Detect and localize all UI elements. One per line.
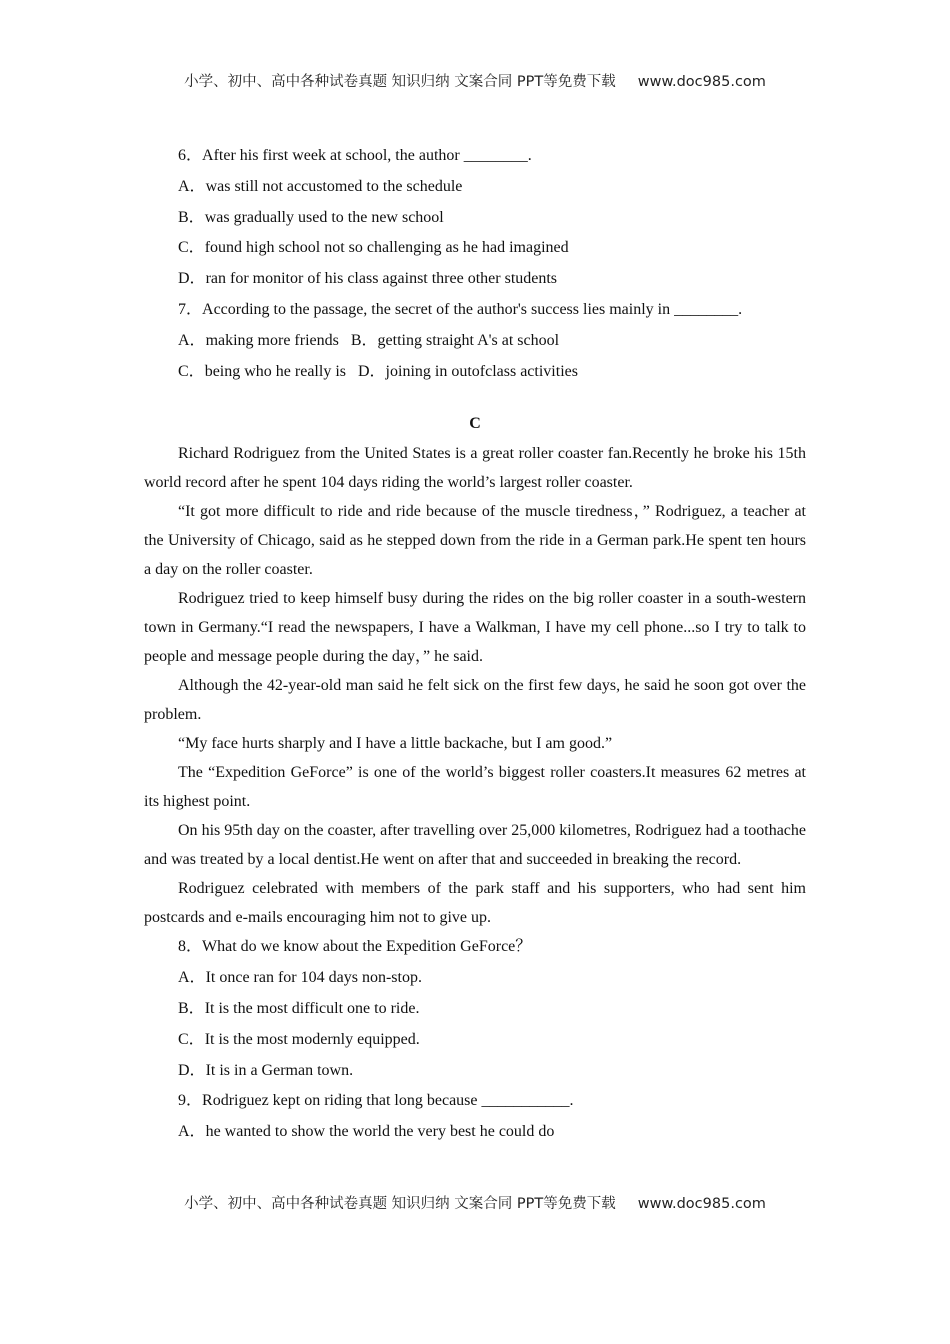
passage-paragraph: Richard Rodriguez from the United States is a great roller coaster fan.Recently he broke his 15th world record after he spent 104 days riding the world’s largest roller coaster. <box>144 445 806 492</box>
question-8-option-b: B．It is the most difficult one to ride. <box>178 999 420 1017</box>
question-6: 6．After his first week at school, the author ________. <box>178 147 532 164</box>
passage-paragraph: Rodriguez tried to keep himself busy during the rides on the big roller coaster in a south-western town in Germany.“I read the newspapers, I have a Walkman, I have my cell phone...so I try to talk to people and message people during the day，” he said. <box>144 590 806 666</box>
page-footer <box>0 1192 950 1213</box>
question-6-option-d: D．ran for monitor of his class against three other students <box>178 270 558 288</box>
page-header <box>0 70 950 91</box>
header-url[interactable]: www.doc985.com <box>637 74 766 90</box>
question-9-option-a: A．he wanted to show the world the very best he could do <box>178 1123 555 1141</box>
footer-url[interactable]: www.doc985.com <box>637 1196 766 1212</box>
question-6-option-a: A．was still not accustomed to the schedule <box>178 177 463 195</box>
passage-paragraph: “My face hurts sharply and I have a little backache, but I am good.” <box>178 735 613 753</box>
question-7: 7．According to the passage, the secret of the author's success lies mainly in ________. <box>178 300 743 318</box>
question-8-option-d: D．It is in a German town. <box>178 1061 354 1079</box>
question-9: 9．Rodriguez kept on riding that long because ___________. <box>178 1092 574 1110</box>
passage-paragraph: “It got more difficult to ride and ride because of the muscle tiredness，” Rodriguez, a teacher at the University of Chicago, said as he stepped down from the ride in a German park.He spent ten hours a day on the roller coaster. <box>144 503 806 579</box>
passage-paragraph: Although the 42-year-old man said he felt sick on the first few days, he said he soon got over the problem. <box>144 677 806 724</box>
question-7-options-row-1: A．making more friends B．getting straight A's at school <box>178 331 560 349</box>
passage-paragraph: The “Expedition GeForce” is one of the world’s biggest roller coasters.It measures 62 metres at its highest point. <box>144 764 806 811</box>
footer-text: 小学、初中、高中各种试卷真题 知识归纳 文案合同 PPT等免费下载 <box>184 1196 616 1212</box>
question-6-option-c: C．found high school not so challenging as he had imagined <box>178 239 569 257</box>
passage-paragraph: On his 95th day on the coaster, after travelling over 25,000 kilometres, Rodriguez had a toothache and was treated by a local dentist.He went on after that and succeeded in breaking the record. <box>144 822 806 869</box>
page-content <box>144 141 806 1148</box>
passage-paragraph: Rodriguez celebrated with members of the park staff and his supporters, who had sent him postcards and e-mails encouraging him not to give up. <box>144 880 806 927</box>
header-text: 小学、初中、高中各种试卷真题 知识归纳 文案合同 PPT等免费下载 <box>184 74 616 90</box>
question-6-option-b: B．was gradually used to the new school <box>178 208 444 226</box>
question-8: 8．What do we know about the Expedition GeForce？ <box>178 938 532 956</box>
question-8-option-c: C．It is the most modernly equipped. <box>178 1030 420 1048</box>
question-8-option-a: A．It once ran for 104 days non-stop. <box>178 969 422 987</box>
section-c-title: C <box>469 415 481 433</box>
question-7-options-row-2: C．being who he really is D．joining in outofclass activities <box>178 362 578 380</box>
